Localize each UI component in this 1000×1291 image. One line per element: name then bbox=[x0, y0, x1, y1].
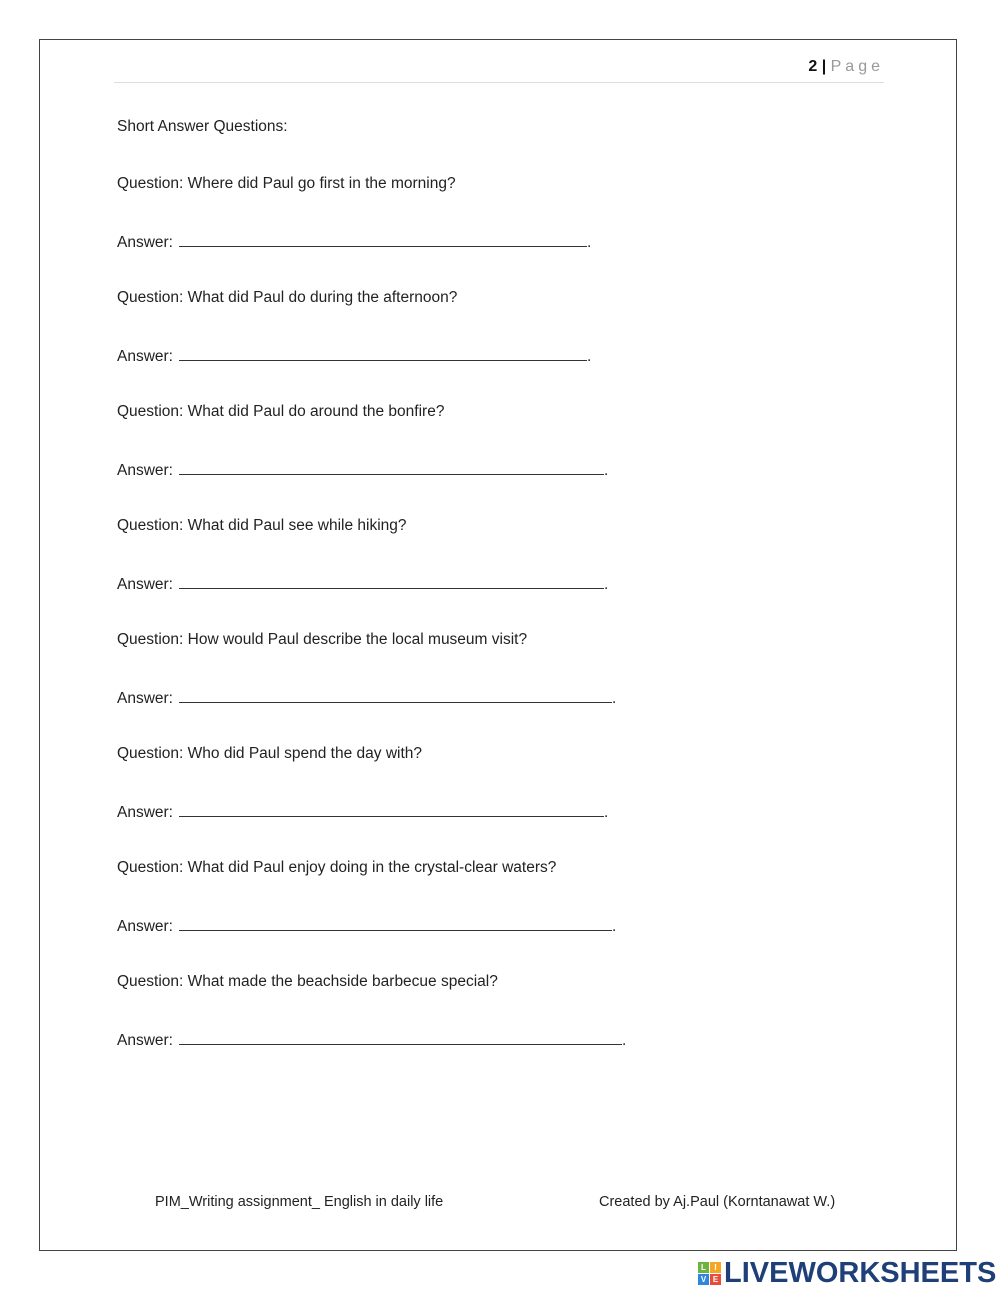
answer-label: Answer: bbox=[117, 348, 173, 365]
question: Question: What did Paul do around the bonfire? bbox=[117, 403, 445, 420]
section-title: Short Answer Questions: bbox=[117, 118, 288, 135]
logo-text: LIVEWORKSHEETS bbox=[724, 1257, 997, 1289]
footer-left: PIM_Writing assignment_ English in daily life bbox=[155, 1194, 444, 1210]
answer-blank-input[interactable] bbox=[179, 574, 604, 589]
answer-row bbox=[117, 1030, 626, 1050]
answer-label: Answer: bbox=[117, 462, 173, 479]
answer-blank-input[interactable] bbox=[179, 346, 587, 361]
liveworksheets-logo bbox=[698, 1257, 996, 1290]
answer-label: Answer: bbox=[117, 804, 173, 821]
answer-row bbox=[117, 232, 591, 252]
logo-block: L bbox=[698, 1262, 709, 1273]
page-number: 2 bbox=[808, 58, 818, 75]
question: Question: What made the beachside barbecue special? bbox=[117, 973, 498, 990]
page-header bbox=[114, 58, 884, 83]
question: Question: How would Paul describe the local museum visit? bbox=[117, 631, 528, 648]
answer-period: . bbox=[622, 1032, 627, 1049]
answer-row bbox=[117, 688, 616, 708]
logo-blocks-icon bbox=[698, 1262, 721, 1285]
logo-block: E bbox=[710, 1274, 721, 1285]
answer-label: Answer: bbox=[117, 918, 173, 935]
answer-label: Answer: bbox=[117, 690, 173, 707]
page-separator: | bbox=[821, 58, 827, 75]
answer-label: Answer: bbox=[117, 1032, 173, 1049]
answer-row bbox=[117, 916, 616, 936]
question: Question: What did Paul enjoy doing in the crystal-clear waters? bbox=[117, 859, 557, 876]
answer-blank-input[interactable] bbox=[179, 688, 612, 703]
question: Question: What did Paul see while hiking? bbox=[117, 517, 407, 534]
answer-period: . bbox=[587, 348, 592, 365]
question: Question: Where did Paul go first in the morning? bbox=[117, 175, 456, 192]
answer-blank-input[interactable] bbox=[179, 232, 587, 247]
answer-row bbox=[117, 574, 608, 594]
answer-period: . bbox=[604, 576, 609, 593]
answer-period: . bbox=[604, 804, 609, 821]
answer-blank-input[interactable] bbox=[179, 802, 604, 817]
logo-block: V bbox=[698, 1274, 709, 1285]
answer-period: . bbox=[612, 918, 617, 935]
answer-period: . bbox=[604, 462, 609, 479]
answer-label: Answer: bbox=[117, 234, 173, 251]
footer-right: Created by Aj.Paul (Korntanawat W.) bbox=[599, 1194, 836, 1210]
answer-blank-input[interactable] bbox=[179, 1030, 622, 1045]
answer-row bbox=[117, 802, 608, 822]
answer-row bbox=[117, 346, 591, 366]
answer-label: Answer: bbox=[117, 576, 173, 593]
answer-period: . bbox=[612, 690, 617, 707]
answer-row bbox=[117, 460, 608, 480]
answer-blank-input[interactable] bbox=[179, 460, 604, 475]
question: Question: Who did Paul spend the day with? bbox=[117, 745, 423, 762]
answer-period: . bbox=[587, 234, 592, 251]
answer-blank-input[interactable] bbox=[179, 916, 612, 931]
page-label: Page bbox=[830, 58, 884, 75]
question: Question: What did Paul do during the afternoon? bbox=[117, 289, 458, 306]
logo-block: I bbox=[710, 1262, 721, 1273]
